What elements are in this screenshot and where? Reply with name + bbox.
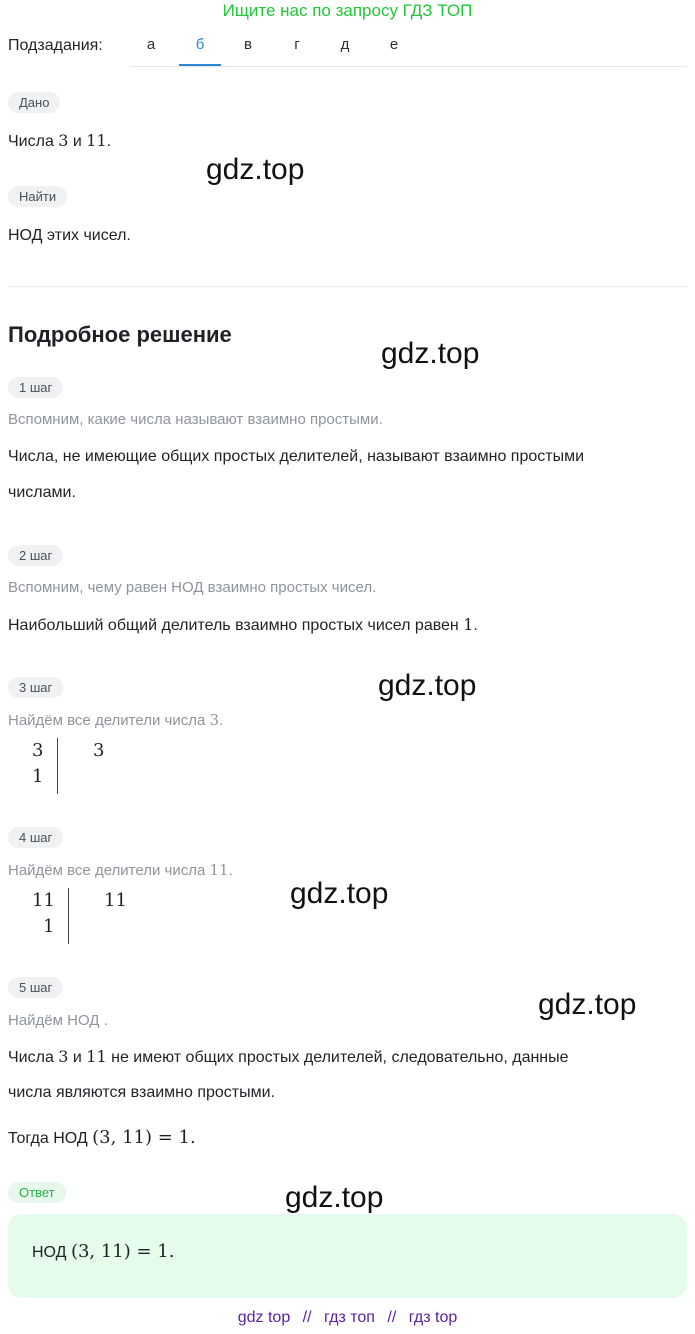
footer-separator: // <box>387 1309 397 1326</box>
subtask-tabs <box>130 30 687 67</box>
step-1-badge: 1 шаг <box>8 377 63 398</box>
tab-v[interactable]: в <box>244 36 252 53</box>
footer-separator: // <box>302 1309 312 1326</box>
tab-g[interactable]: г <box>294 36 300 53</box>
footer-link[interactable]: гдз топ <box>324 1309 375 1326</box>
watermark: gdz.top <box>290 877 389 910</box>
step-5-line-1: Числа 3 и 11 не имеют общих простых делителей, следовательно, данные <box>8 1047 569 1066</box>
given-text: Числа 3 и 11. <box>8 131 112 150</box>
given-badge: Дано <box>8 92 60 113</box>
step-4-hint: Найдём все делители числа 11. <box>8 861 233 879</box>
watermark: gdz.top <box>538 988 637 1021</box>
find-text: НОД этих чисел. <box>8 227 131 244</box>
step-5-conclusion: Тогда НОД (3, 11) = 1. <box>8 1127 196 1148</box>
footer-link[interactable]: gdz top <box>237 1309 291 1326</box>
step-2-hint: Вспомним, чему равен НОД взаимно простых чисел. <box>8 579 377 596</box>
divisor-right-11: 11 <box>104 890 127 911</box>
step-2-text: Наибольший общий делитель взаимно простых чисел равен 1. <box>8 615 478 634</box>
answer-badge: Ответ <box>8 1182 66 1203</box>
subtasks-label: Подзадания: <box>8 37 103 54</box>
watermark: gdz.top <box>378 669 477 702</box>
divisor-table-line <box>68 888 69 944</box>
step-4-badge: 4 шаг <box>8 827 63 848</box>
footer-link[interactable]: гдз top <box>408 1309 458 1326</box>
step-1-line-2: числами. <box>8 484 76 501</box>
watermark: gdz.top <box>206 153 305 186</box>
section-divider <box>8 286 687 287</box>
divisor-left-1: 1 <box>43 916 55 937</box>
step-3-badge: 3 шаг <box>8 677 63 698</box>
divisor-left-3: 3 <box>32 740 44 761</box>
step-2-badge: 2 шаг <box>8 545 63 566</box>
step-5-badge: 5 шаг <box>8 977 63 998</box>
divisor-table-line <box>57 738 58 794</box>
tab-d[interactable]: д <box>340 36 350 53</box>
step-3-hint: Найдём все делители числа 3. <box>8 711 224 729</box>
step-5-hint: Найдём НОД . <box>8 1012 108 1029</box>
solution-title: Подробное решение <box>8 322 232 347</box>
find-badge: Найти <box>8 186 67 207</box>
tab-a[interactable]: а <box>146 36 156 53</box>
footer-links <box>0 1309 695 1327</box>
divisor-right-3: 3 <box>93 740 105 761</box>
tab-b[interactable]: б <box>179 30 221 66</box>
watermark: gdz.top <box>381 337 480 370</box>
divisor-left-1: 1 <box>32 766 44 787</box>
watermark: gdz.top <box>285 1181 384 1214</box>
step-1-line-1: Числа, не имеющие общих простых делителей, называют взаимно простыми <box>8 448 585 465</box>
divisor-left-11: 11 <box>32 890 55 911</box>
step-1-hint: Вспомним, какие числа называют взаимно простыми. <box>8 411 383 428</box>
step-5-line-2: числа являются взаимно простыми. <box>8 1084 275 1101</box>
promo-banner: Ищите нас по запросу ГДЗ ТОП <box>222 1 473 20</box>
tab-e[interactable]: е <box>389 36 399 53</box>
answer-text: НОД (3, 11) = 1. <box>32 1241 175 1262</box>
